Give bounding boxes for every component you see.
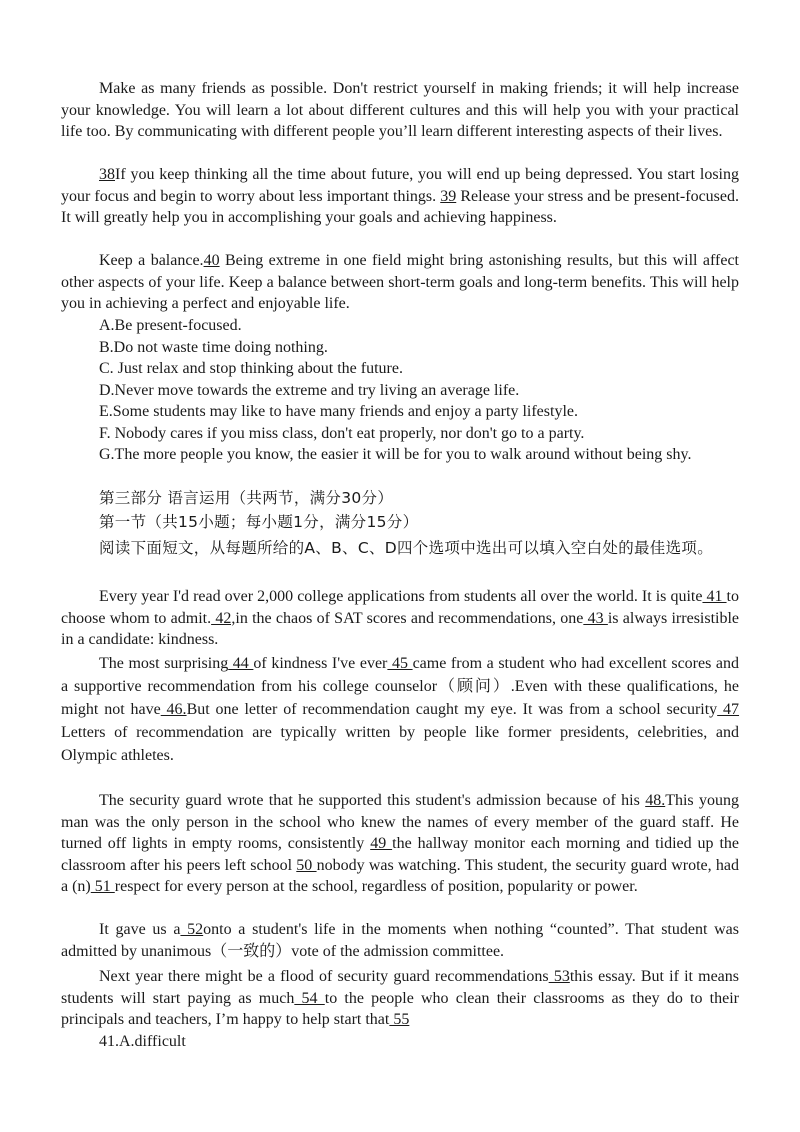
- option-e: E.Some students may like to have many friends and enjoy a party lifestyle.: [99, 403, 578, 420]
- blank-54: 54: [294, 989, 325, 1007]
- blank-50: 50: [296, 856, 317, 874]
- cloze-paragraph-4: It gave us a 52onto a student's life in the moments when nothing “counted”. That student was admitted by unanimous（一致的）vote of the admission committee.: [61, 921, 740, 960]
- blank-53: 53: [548, 968, 570, 985]
- blank-48: 48.: [645, 792, 666, 809]
- cloze-paragraph-5: Next year there might be a flood of security guard recommendations 53this essay. But if it means students will start paying as much 54 to the people who clean their classrooms as they do to their principals and teachers, I’m happy to help start that 55: [61, 968, 740, 1029]
- blank-40: 40: [203, 252, 220, 269]
- option-d: D.Never move towards the extreme and try living an average life.: [99, 382, 520, 399]
- answer-option-41a: 41.A.difficult: [99, 1033, 186, 1050]
- blank-42: 42,: [211, 609, 236, 627]
- cloze-paragraph-3: The security guard wrote that he supported this student's admission because of his 48.This young man was the only person in the school who knew the names of every member of the guard staff. He turned off lights in empty rooms, consistently 49 the hallway monitor each morning and tidied up the classroom after his peers left school 50 nobody was watching. This student, the security guard wrote, had a (n) 51 respect for every person at the school, regardless of position, popularity or power.: [61, 792, 740, 896]
- passage-paragraph-balance: Keep a balance.40 Being extreme in one field might bring astonishing results, but this will affect other aspects of your life. Keep a balance between short-term goals and long-term benefits. This will help you in achieving a perfect and enjoyable life.: [61, 252, 739, 313]
- sub-title: 第一节（共15小题；每小题1分，满分15分）: [99, 513, 419, 531]
- instruction: 阅读下面短文，从每题所给的A、B、C、D四个选项中选出可以填入空白处的最佳选项。: [99, 539, 713, 557]
- blank-46: 46.: [160, 701, 187, 718]
- cloze-paragraph-2: The most surprising 44 of kindness I've ever 45 came from a student who had excellent scores and a supportive recommendation from his college counselor（顾问）.Even with these qualifications, he might not have 46.But one letter of recommendation caught my eye. It was from a school security 47 Letters of recommendation are typically written by people like former presidents, celebrities, and Olympic athletes.: [61, 655, 740, 764]
- blank-55: 55: [389, 1011, 410, 1029]
- blank-39: 39: [440, 187, 457, 205]
- option-f: F. Nobody cares if you miss class, don't eat properly, nor don't go to a party.: [99, 425, 585, 442]
- cloze-paragraph-1: Every year I'd read over 2,000 college applications from students all over the world. It is quite 41 to choose whom to admit. 42,in the chaos of SAT scores and recommendations, one 43 is always irresistible in a candidate: kindness.: [61, 588, 740, 649]
- blank-47: 47: [717, 701, 740, 718]
- blank-44: 44: [228, 655, 254, 672]
- blank-52: 52: [180, 921, 204, 938]
- option-b: B.Do not waste time doing nothing.: [99, 339, 328, 356]
- blank-49: 49: [370, 835, 393, 853]
- blank-45: 45: [387, 655, 413, 672]
- option-c: C. Just relax and stop thinking about the future.: [99, 360, 403, 377]
- option-g: G.The more people you know, the easier it will be for you to walk around without being shy.: [99, 446, 692, 463]
- passage-paragraph-future: 38If you keep thinking all the time about future, you will end up being depressed. You start losing your focus and begin to worry about less important things. 39 Release your stress and be present-focused. It will greatly help you in accomplishing your goals and achieving happiness.: [61, 166, 740, 227]
- blank-43: 43: [583, 609, 608, 627]
- passage-paragraph-friends: Make as many friends as possible. Don't restrict yourself in making friends; it will help increase your knowledge. You will learn a lot about different cultures and this will help you with your practical life too. By communicating with different people you’ll learn different interesting aspects of their lives.: [61, 80, 739, 141]
- blank-41: 41: [702, 588, 727, 605]
- option-a: A.Be present-focused.: [99, 317, 242, 334]
- part-title: 第三部分 语言运用（共两节，满分30分）: [99, 489, 394, 507]
- blank-38: 38: [99, 166, 115, 183]
- blank-51: 51: [90, 878, 115, 896]
